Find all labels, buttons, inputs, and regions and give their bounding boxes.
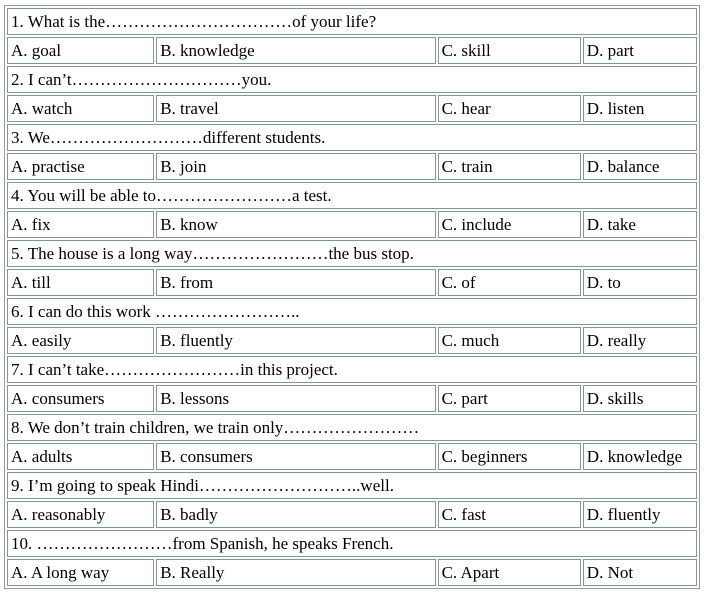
question-row	[7, 8, 697, 35]
options-row	[7, 211, 697, 238]
option-b: B. join	[156, 153, 435, 180]
question-prompt: 7. I can’t take……………………in this project.	[7, 356, 697, 383]
question-prompt: 8. We don’t train children, we train only……………………	[7, 414, 697, 441]
options-row	[7, 385, 697, 412]
options-row	[7, 153, 697, 180]
question-row	[7, 414, 697, 441]
option-a: A. reasonably	[7, 501, 154, 528]
option-c: C. beginners	[438, 443, 581, 470]
option-b: B. fluently	[156, 327, 435, 354]
question-prompt: 10. ……………………from Spanish, he speaks French.	[7, 530, 697, 557]
option-c: C. Apart	[438, 559, 581, 586]
option-c: C. of	[438, 269, 581, 296]
question-row	[7, 240, 697, 267]
option-d: D. fluently	[583, 501, 697, 528]
question-prompt: 2. I can’t…………………………you.	[7, 66, 697, 93]
option-c: C. skill	[438, 37, 581, 64]
option-b: B. from	[156, 269, 435, 296]
question-row	[7, 356, 697, 383]
question-row	[7, 298, 697, 325]
option-d: D. knowledge	[583, 443, 697, 470]
option-d: D. part	[583, 37, 697, 64]
option-d: D. listen	[583, 95, 697, 122]
option-a: A. practise	[7, 153, 154, 180]
option-c: C. hear	[438, 95, 581, 122]
question-row	[7, 66, 697, 93]
quiz-body	[7, 8, 697, 586]
question-row	[7, 182, 697, 209]
question-prompt: 1. What is the……………………………of your life?	[7, 8, 697, 35]
option-a: A. adults	[7, 443, 154, 470]
option-d: D. balance	[583, 153, 697, 180]
option-c: C. part	[438, 385, 581, 412]
option-d: D. take	[583, 211, 697, 238]
question-prompt: 3. We………………………different students.	[7, 124, 697, 151]
option-d: D. really	[583, 327, 697, 354]
options-row	[7, 327, 697, 354]
option-c: C. include	[438, 211, 581, 238]
option-c: C. train	[438, 153, 581, 180]
option-b: B. know	[156, 211, 435, 238]
question-prompt: 4. You will be able to……………………a test.	[7, 182, 697, 209]
option-d: D. skills	[583, 385, 697, 412]
question-row	[7, 124, 697, 151]
option-b: B. knowledge	[156, 37, 435, 64]
option-a: A. easily	[7, 327, 154, 354]
option-b: B. badly	[156, 501, 435, 528]
option-a: A. till	[7, 269, 154, 296]
option-c: C. much	[438, 327, 581, 354]
option-a: A. watch	[7, 95, 154, 122]
options-row	[7, 559, 697, 586]
option-c: C. fast	[438, 501, 581, 528]
option-d: D. Not	[583, 559, 697, 586]
options-row	[7, 37, 697, 64]
option-a: A. consumers	[7, 385, 154, 412]
question-prompt: 6. I can do this work ……………………..	[7, 298, 697, 325]
option-a: A. goal	[7, 37, 154, 64]
options-row	[7, 501, 697, 528]
options-row	[7, 95, 697, 122]
options-row	[7, 269, 697, 296]
option-d: D. to	[583, 269, 697, 296]
option-b: B. travel	[156, 95, 435, 122]
question-prompt: 9. I’m going to speak Hindi………………………..well.	[7, 472, 697, 499]
option-b: B. lessons	[156, 385, 435, 412]
quiz-table	[4, 5, 700, 589]
question-row	[7, 472, 697, 499]
question-prompt: 5. The house is a long way……………………the bus stop.	[7, 240, 697, 267]
option-a: A. fix	[7, 211, 154, 238]
option-b: B. consumers	[156, 443, 435, 470]
option-b: B. Really	[156, 559, 435, 586]
option-a: A. A long way	[7, 559, 154, 586]
options-row	[7, 443, 697, 470]
question-row	[7, 530, 697, 557]
